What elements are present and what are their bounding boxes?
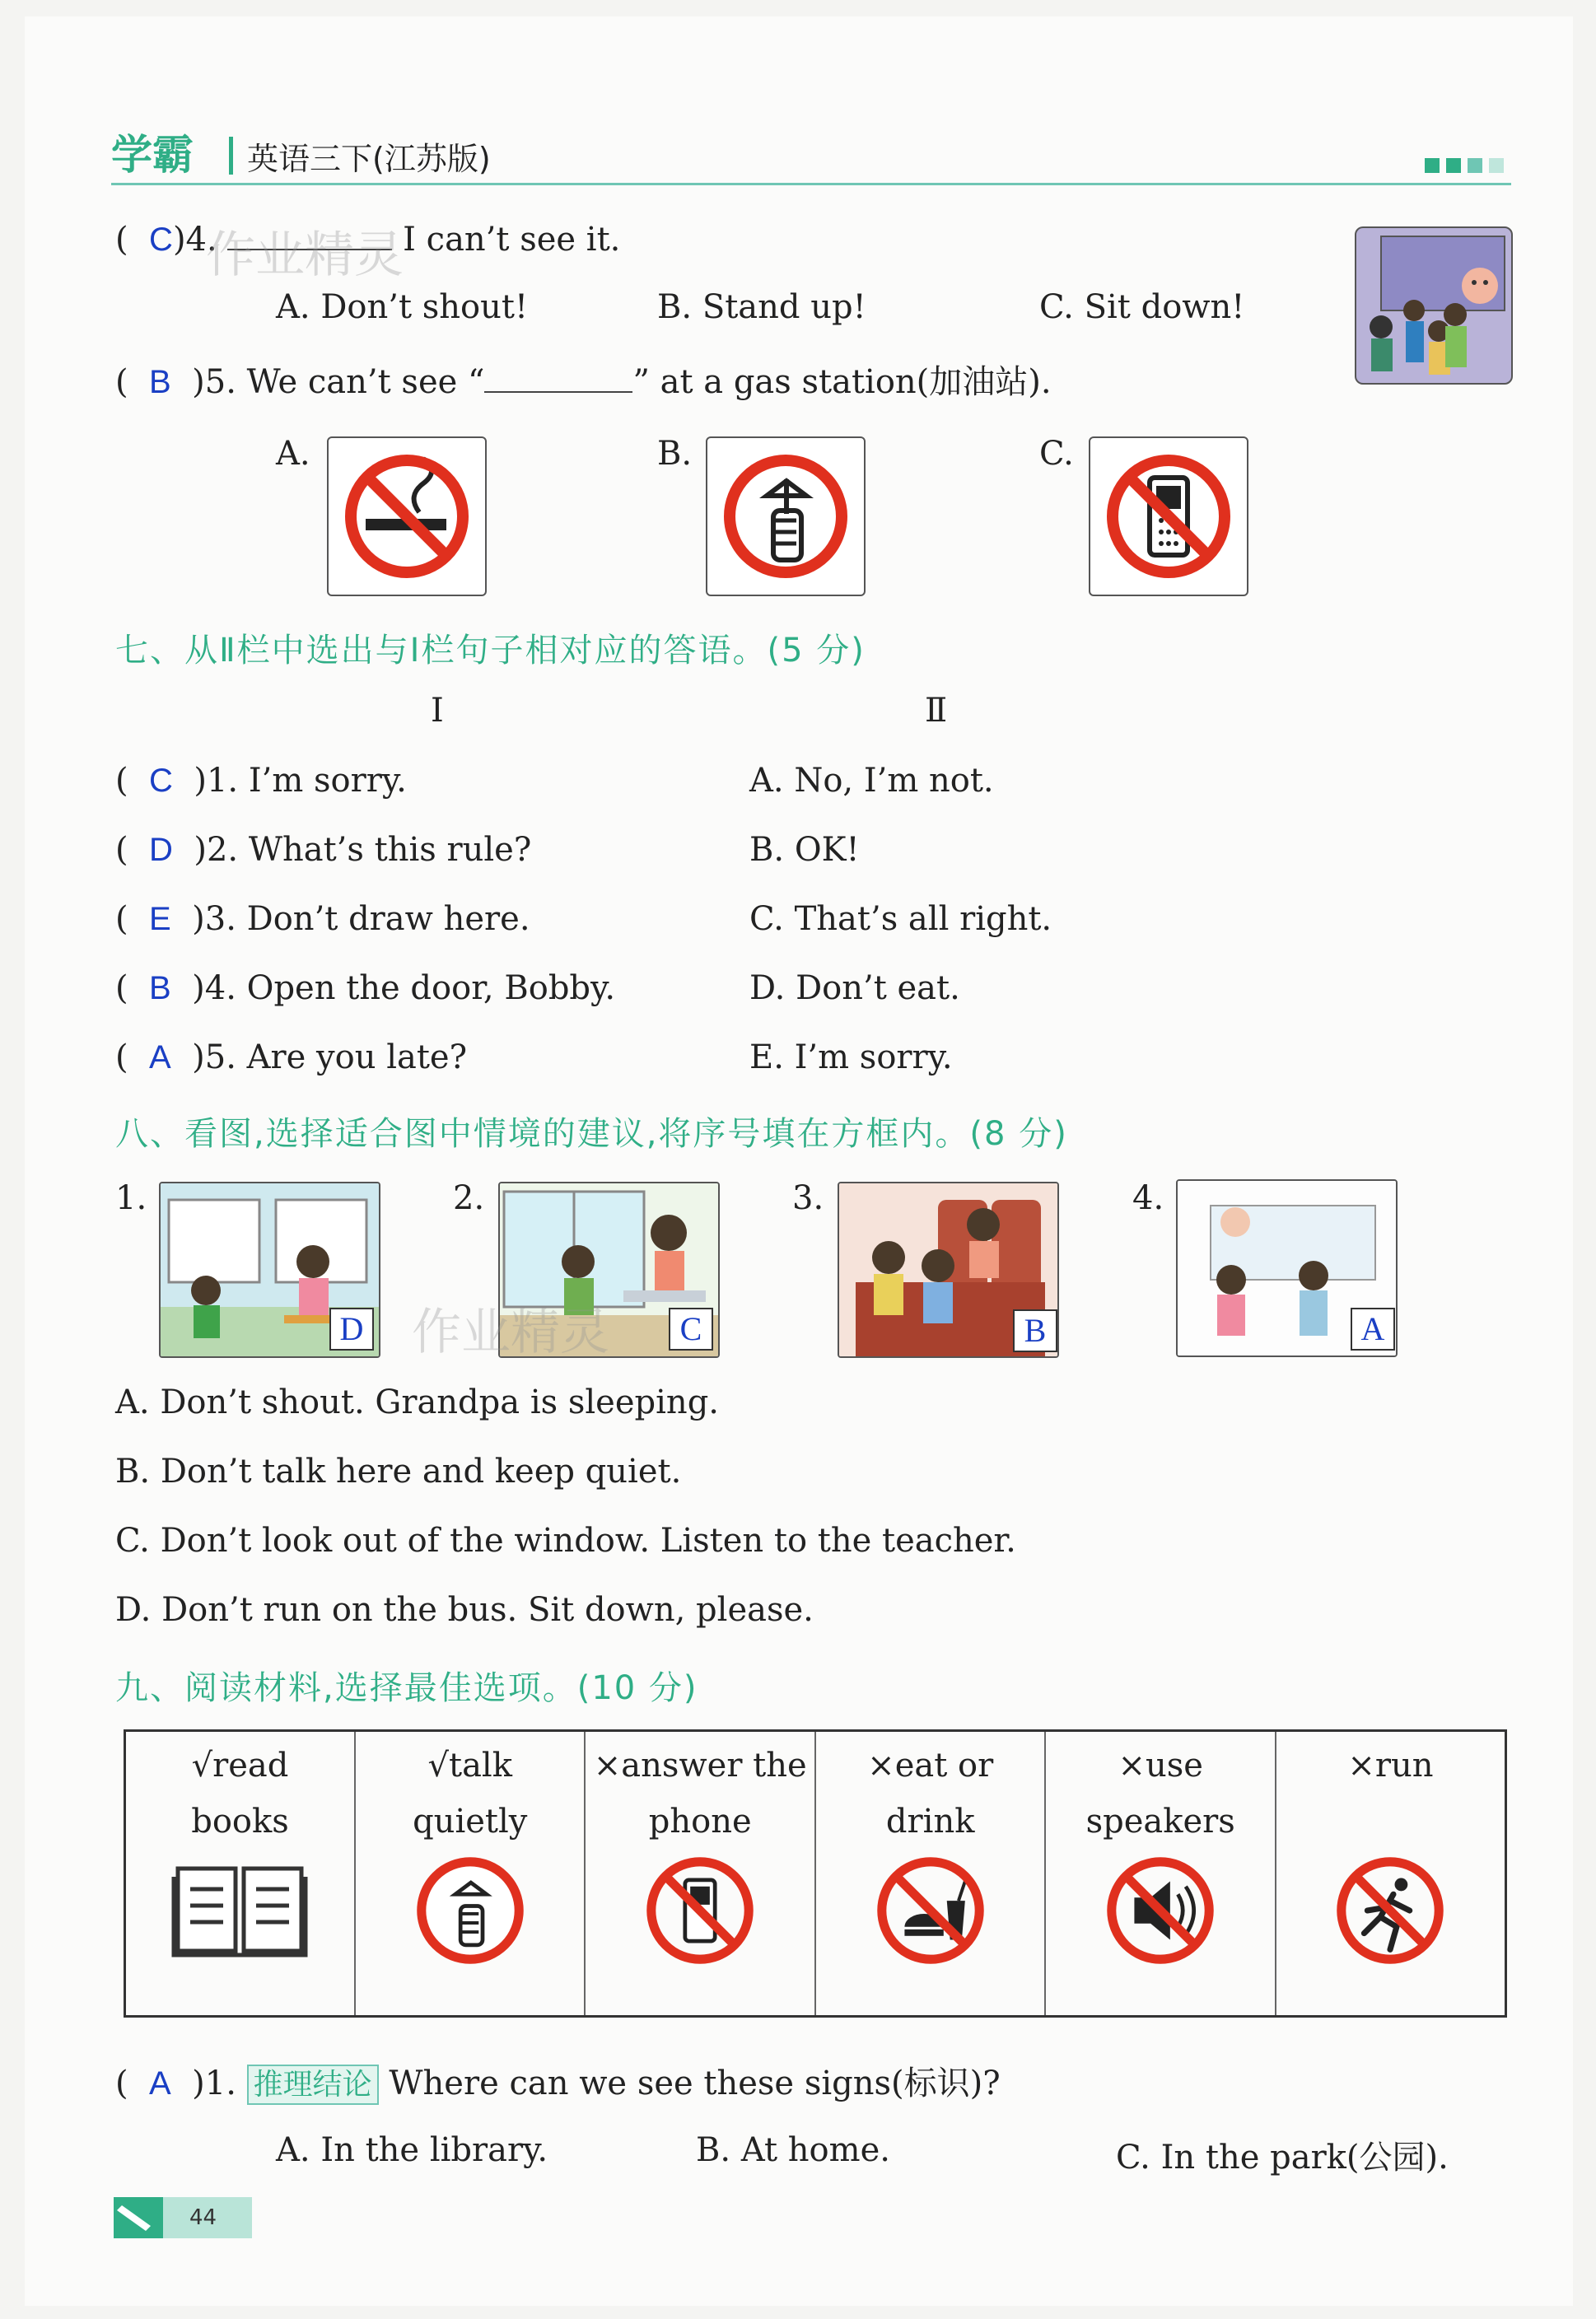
advice-option-b: B. Don’t talk here and keep quiet. — [115, 1453, 682, 1491]
advice-option-a: A. Don’t shout. Grandpa is sleeping. — [115, 1383, 720, 1421]
section-7-title: 七、从Ⅱ栏中选出与Ⅰ栏句子相对应的答语。(5 分) — [115, 632, 866, 670]
match-row: ( B )4. Open the door, Bobby. — [115, 969, 616, 1007]
answer-mark: D — [149, 832, 173, 868]
option-b: B. Stand up! — [657, 288, 866, 326]
no-speaker-icon — [1099, 1849, 1222, 1972]
sign-text: speakers — [1085, 1803, 1235, 1841]
sign-text: phone — [648, 1803, 752, 1841]
match-right: E. I’m sorry. — [749, 1038, 953, 1076]
header-square — [1425, 158, 1440, 173]
match-right: B. OK! — [749, 831, 860, 869]
no-phone-icon — [638, 1849, 762, 1972]
logo-divider — [229, 137, 233, 175]
watermark: 作业精灵 — [206, 226, 404, 284]
option-a: A. Don’t shout! — [276, 288, 529, 326]
advice-option-d: D. Don’t run on the bus. Sit down, please. — [115, 1591, 814, 1629]
quiet-sign — [706, 436, 866, 596]
picture-number: 3. — [792, 1179, 824, 1217]
column-1-header: Ⅰ — [431, 692, 444, 730]
question-5: ( B )5. We can’t see “ ” at a gas station(加油站). — [115, 363, 1052, 401]
picture-number: 1. — [115, 1179, 147, 1217]
match-row: ( E )3. Don’t draw here. — [115, 900, 530, 938]
no-phone-icon — [1090, 438, 1247, 595]
skill-tag: 推理结论 — [247, 2065, 379, 2105]
match-row: ( C )1. I’m sorry. — [115, 762, 407, 800]
option-c: C. Sit down! — [1039, 288, 1245, 326]
pencil-icon — [114, 2197, 163, 2238]
picture-number: 2. — [453, 1179, 485, 1217]
answer-mark: C — [149, 222, 173, 258]
match-left: )5. Are you late? — [192, 1038, 468, 1076]
match-right: A. No, I’m not. — [749, 762, 994, 800]
header-rule — [111, 183, 1511, 185]
shushing-sign-icon — [408, 1849, 532, 1972]
sign-text: √read — [191, 1747, 289, 1785]
page-number: 44 — [189, 2205, 217, 2230]
question-text: Where can we see these signs(标识)? — [389, 2065, 1001, 2102]
section-8-title: 八、看图,选择适合图中情境的建议,将序号填在方框内。(8 分) — [115, 1115, 1068, 1153]
answer-box: B — [1013, 1309, 1057, 1352]
no-smoking-sign — [327, 436, 487, 596]
match-row: ( A )5. Are you late? — [115, 1038, 468, 1076]
question-text: I can’t see it. — [403, 221, 621, 259]
sign-text: ×use — [1118, 1747, 1203, 1785]
header-square — [1489, 158, 1504, 173]
sign-text: √talk — [427, 1747, 512, 1785]
option-a: A. In the library. — [276, 2131, 548, 2169]
match-left: )4. Open the door, Bobby. — [192, 969, 616, 1007]
match-right: C. That’s all right. — [749, 900, 1052, 938]
advice-option-c: C. Don’t look out of the window. Listen to the teacher. — [115, 1522, 1016, 1560]
option-c: C. In the park(公园). — [1116, 2139, 1449, 2177]
question-number: )4. — [172, 221, 217, 259]
question-text: )5. We can’t see “ — [192, 363, 485, 401]
option-b: B. At home. — [696, 2131, 890, 2169]
question-4: ( C)4. I can’t see it. — [115, 221, 621, 259]
match-left: )1. I’m sorry. — [194, 762, 407, 800]
reading-question-1: ( A )1. 推理结论 Where can we see these signs(标识)? — [115, 2057, 1001, 2104]
picture-number: 4. — [1132, 1179, 1164, 1217]
brand-logo: 学霸 — [111, 131, 194, 179]
answer-blank — [484, 391, 632, 393]
sign-text: drink — [885, 1803, 975, 1841]
answer-mark: E — [149, 901, 171, 937]
sign-cell — [815, 1731, 1045, 2017]
sign-text: books — [191, 1803, 289, 1841]
match-right: D. Don’t eat. — [749, 969, 960, 1007]
sign-text: ×answer the — [593, 1747, 807, 1785]
sign-cell — [355, 1731, 585, 2017]
answer-box: C — [669, 1308, 713, 1351]
option-label-a: A. — [276, 435, 310, 473]
watermark: 作业精灵 — [412, 1304, 609, 1361]
answer-mark: B — [149, 970, 171, 1006]
header-square — [1446, 158, 1461, 173]
question-number: )1. — [192, 2065, 236, 2102]
option-label-b: B. — [657, 435, 693, 473]
sign-text: quietly — [413, 1803, 528, 1841]
open-book-icon — [170, 1852, 310, 1959]
sign-cell — [1045, 1731, 1275, 2017]
no-phone-sign — [1089, 436, 1248, 596]
cinema-illustration — [1355, 226, 1513, 385]
no-smoking-icon — [329, 438, 485, 595]
answer-box: A — [1351, 1308, 1395, 1351]
page-number-bar — [114, 2197, 252, 2238]
answer-box: D — [329, 1308, 374, 1351]
sign-text: ×run — [1347, 1747, 1434, 1785]
shushing-sign-icon — [707, 438, 864, 595]
signs-table — [124, 1729, 1507, 2018]
book-title: 英语三下(江苏版) — [247, 141, 491, 177]
answer-mark: C — [149, 763, 173, 799]
answer-mark: A — [149, 1039, 171, 1076]
sign-text — [1277, 1803, 1504, 1841]
answer-mark: B — [149, 364, 171, 400]
answer-mark: A — [149, 2065, 171, 2102]
question-text-end: ” at a gas station(加油站). — [632, 363, 1052, 401]
match-left: )2. What’s this rule? — [194, 831, 532, 869]
cinema-scene-icon — [1356, 228, 1511, 383]
column-2-header: Ⅱ — [925, 692, 948, 730]
sign-cell — [1276, 1731, 1506, 2017]
sign-cell — [585, 1731, 814, 2017]
no-running-icon — [1328, 1849, 1452, 1972]
sign-cell — [125, 1731, 355, 2017]
sign-text: ×eat or — [867, 1747, 994, 1785]
no-food-drink-icon — [869, 1849, 992, 1972]
match-left: )3. Don’t draw here. — [192, 900, 530, 938]
match-row: ( D )2. What’s this rule? — [115, 831, 532, 869]
option-label-c: C. — [1039, 435, 1074, 473]
header-square — [1468, 158, 1482, 173]
section-9-title: 九、阅读材料,选择最佳选项。(10 分) — [115, 1669, 698, 1707]
